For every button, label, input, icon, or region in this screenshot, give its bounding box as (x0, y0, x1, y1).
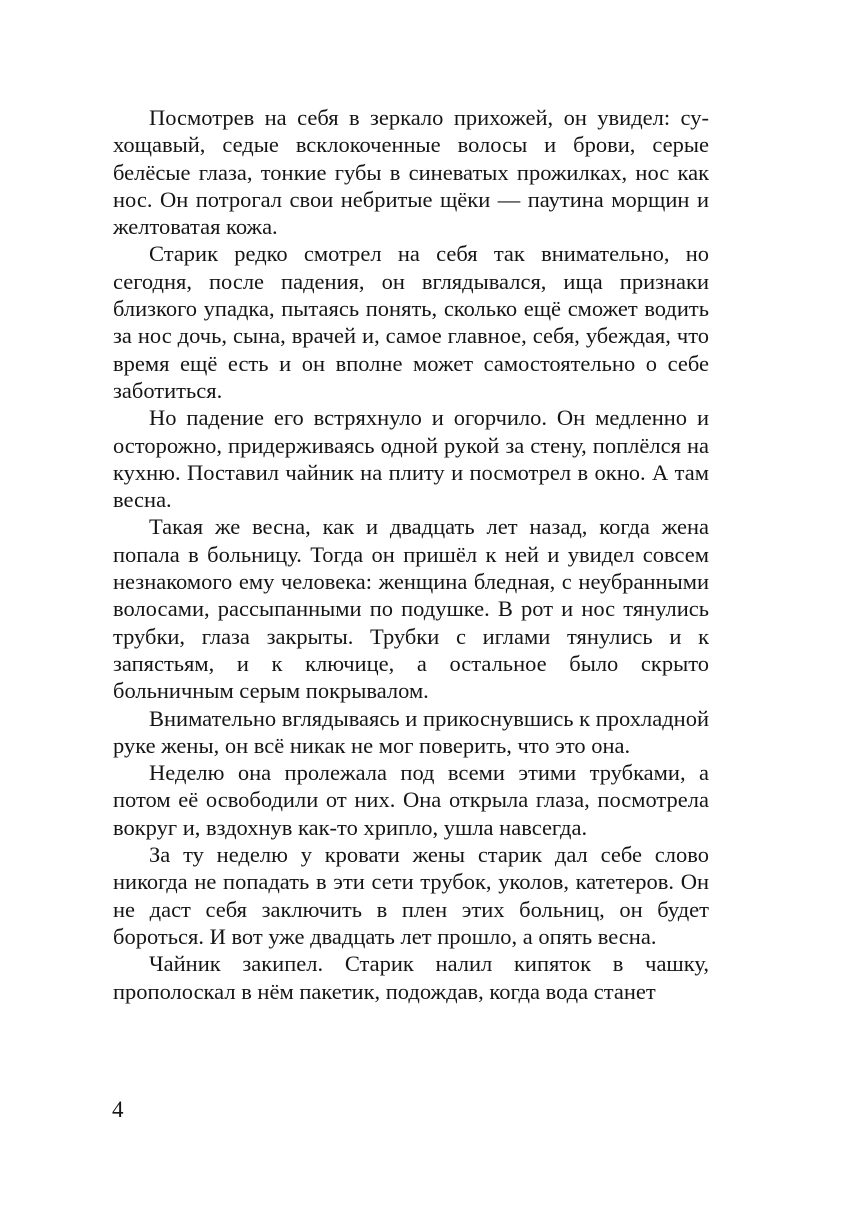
paragraph-3: Но падение его встряхнуло и огорчило. Он медленно и осторожно, придерживаясь одной рукой за стену, поплёлся на кухню. Поставил чайник на плиту и посмотрел в окно. А там весна. (113, 405, 709, 513)
paragraph-8: Чайник закипел. Старик налил кипяток в чашку, прополоскал в нём пакетик, подождав, когда вода станет (113, 951, 709, 1004)
paragraph-6: Неделю она пролежала под всеми этими трубками, а потом её освободили от них. Она открыла глаза, посмотрела вокруг и, вздохнув как-то хрипло, ушла навсегда. (113, 760, 709, 840)
paragraph-4: Такая же весна, как и двадцать лет назад, когда жена попала в больницу. Тогда он пришёл к ней и увидел совсем незнакомого ему человека: женщина бледная, с неубранными волосами, рассыпанными по подушке. В рот и нос тянулись трубки, глаза закрыты. Трубки с иглами тянулись и к запястьям, и к ключице, а остальное было скрыто больничным серым покрывалом. (113, 514, 709, 704)
paragraph-2: Старик редко смотрел на себя так внимательно, но сегодня, после падения, он вглядывался, ища признаки близкого упадка, пытаясь понять, сколько ещё сможет водить за нос дочь, сына, врачей и, самое главное, себя, убеждая, что время ещё есть и он вполне может самостоятельно о себе заботиться. (113, 241, 709, 403)
body-text (113, 104, 709, 1005)
paragraph-1: Посмотрев на себя в зеркало прихожей, он увидел: сухощавый, седые всклокоченные волосы и брови, серые белёсые глаза, тонкие губы в синеватых прожилках, нос как нос. Он потрогал свои небритые щёки — паутина морщин и желтоватая кожа. (113, 105, 709, 240)
page-number: 4 (112, 1097, 124, 1122)
paragraph-7: За ту неделю у кровати жены старик дал себе слово никогда не попадать в эти сети трубок, уколов, катетеров. Он не даст себя заключить в плен этих больниц, он будет бороться. И вот уже двадцать лет прошло, а опять весна. (113, 842, 709, 949)
paragraph-5: Внимательно вглядываясь и прикоснувшись к прохладной руке жены, он всё никак не мог поверить, что это она. (113, 705, 709, 758)
